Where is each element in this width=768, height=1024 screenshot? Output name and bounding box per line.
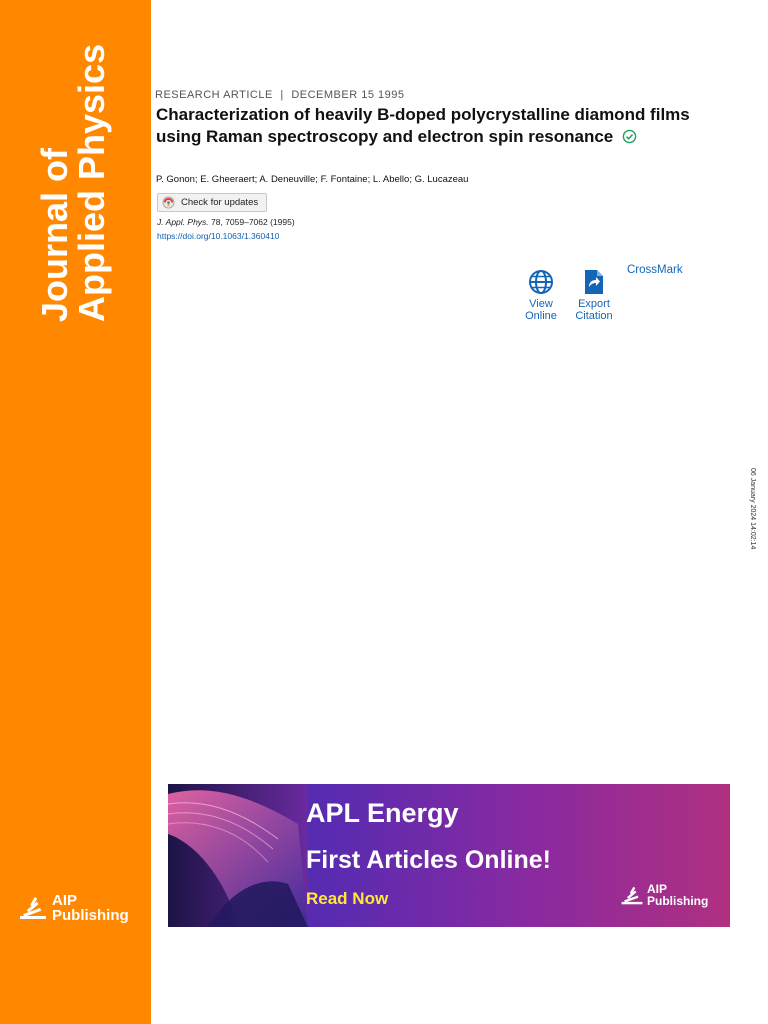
- export-citation-button[interactable]: [571, 269, 617, 322]
- title-text-start: Characterization of heavily: [156, 105, 378, 124]
- ad-aip-publishing-logo: [620, 883, 708, 907]
- article-type: RESEARCH ARTICLE: [155, 89, 273, 101]
- ad-logo-line2: Publishing: [647, 894, 709, 908]
- aip-publishing-logo[interactable]: [18, 893, 129, 923]
- export-citation-icon: [583, 269, 605, 295]
- crossmark-link[interactable]: CrossMark: [627, 264, 683, 276]
- journal-title-line2: Applied Physics: [71, 43, 112, 322]
- verified-check-icon: [622, 128, 637, 150]
- aip-logo-icon: [18, 895, 48, 921]
- download-timestamp: 06 January 2024 14:02:14: [749, 468, 756, 550]
- citation-journal: J. Appl. Phys.: [157, 217, 209, 227]
- globe-icon: [528, 269, 554, 295]
- doi-link[interactable]: https://doi.org/10.1063/1.360410: [157, 231, 280, 241]
- journal-title: [34, 43, 112, 322]
- author-list[interactable]: P. Gonon; E. Gheeraert; A. Deneuville; F. Fontaine; L. Abello; G. Lucazeau: [156, 174, 469, 185]
- ad-aip-logo-icon: [620, 885, 644, 906]
- ad-subtitle: First Articles Online!: [306, 846, 551, 874]
- export-citation-label-line1: Export: [578, 298, 610, 310]
- view-online-label-line2: Online: [525, 309, 557, 322]
- citation-details: 78, 7059–7062 (1995): [208, 217, 295, 227]
- apl-energy-banner-ad[interactable]: [168, 784, 730, 927]
- check-updates-label: Check for updates: [181, 197, 259, 208]
- aip-logo-line1: AIP: [52, 892, 78, 909]
- export-citation-label-line2: Citation: [575, 309, 613, 322]
- aip-logo-text: [52, 893, 129, 923]
- article-date: DECEMBER 15 1995: [291, 89, 405, 101]
- ad-read-now-link[interactable]: Read Now: [306, 889, 389, 908]
- ad-logo-line1: AIP: [647, 882, 668, 896]
- check-for-updates-button[interactable]: [157, 193, 267, 212]
- aip-logo-line2: Publishing: [52, 907, 129, 924]
- journal-sidebar: [0, 0, 151, 1024]
- abstract-waves-graphic: [168, 784, 308, 927]
- view-online-button[interactable]: [520, 269, 562, 322]
- article-meta: [155, 89, 404, 101]
- title-text-end: -doped polycrystalline diamond films using Raman spectroscopy and electron spin resonance: [156, 105, 690, 146]
- ad-title: APL Energy: [306, 798, 459, 828]
- citation-line: [157, 217, 295, 227]
- meta-separator: |: [280, 89, 284, 101]
- article-title: [156, 104, 696, 149]
- view-online-label-line1: View: [529, 298, 553, 310]
- journal-title-line1: Journal of: [34, 147, 75, 322]
- check-updates-icon: [162, 196, 175, 209]
- ad-aip-logo-text: [647, 883, 708, 907]
- title-boron: B: [377, 105, 390, 124]
